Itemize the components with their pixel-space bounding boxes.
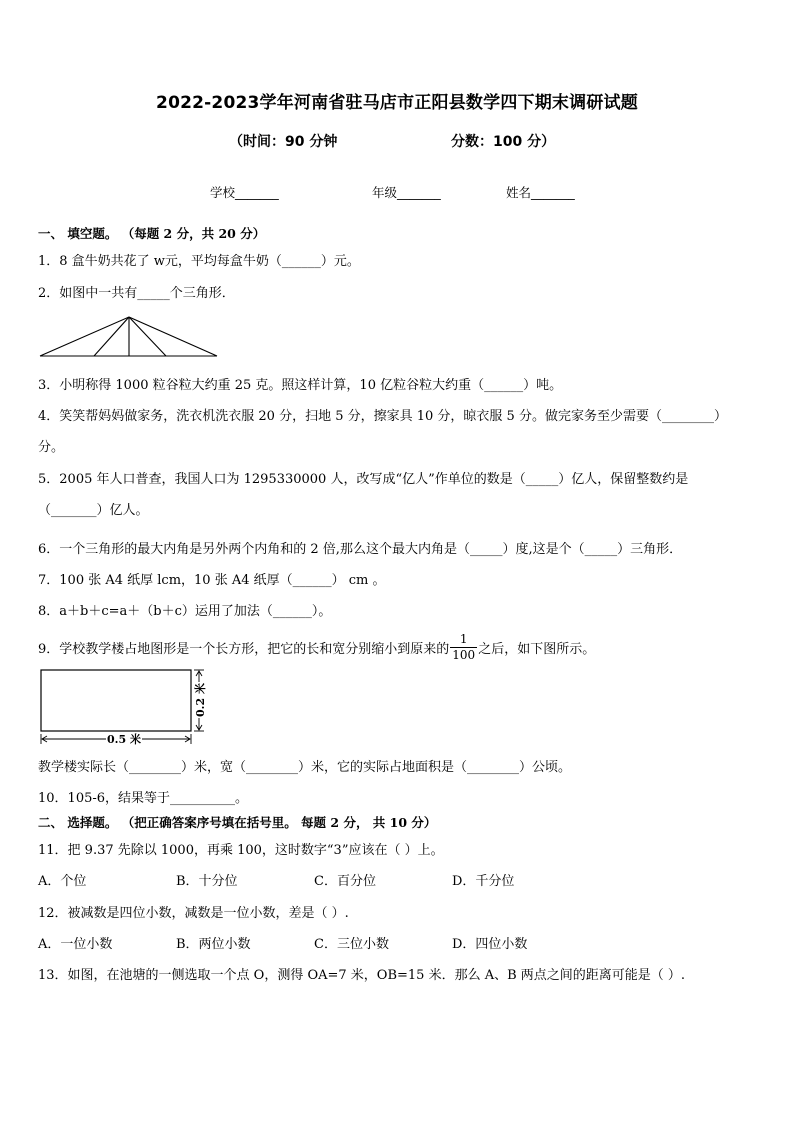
- section-2-header: 二、 选择题。 （把正确答案序号填在括号里。 每题 2 分， 共 10 分）: [38, 815, 437, 830]
- question-6: 6．一个三角形的最大内角是另外两个内角和的 2 倍,那么这个最大内角是（_____）度,这是个（_____）三角形．: [38, 542, 683, 557]
- question-9-answer: 教学楼实际长（________）米，宽（________）米，它的实际占地面积是（________）公顷。: [38, 760, 572, 775]
- exam-time: （时间：90 分钟: [229, 134, 338, 150]
- exam-title: 2022-2023学年河南省驻马店市正阳县数学四下期末调研试题: [156, 93, 638, 113]
- question-12: 12．被减数是四位小数，减数是一位小数，差是（ ）.: [38, 906, 349, 921]
- question-8: 8．a＋b＋c=a＋（b＋c）运用了加法（______）。: [38, 604, 332, 619]
- width-label: 0.5 米: [107, 733, 141, 746]
- question-5: 5．2005 年人口普查，我国人口为 1295330000 人，改写成“亿人”作单位的数是（_____）亿人，保留整数约是: [38, 472, 689, 487]
- question-13: 13．如图，在池塘的一侧选取一个点 O，测得 OA=7 米，OB=15 米．那么 A、B 两点之间的距离可能是（ ）.: [38, 968, 686, 983]
- grade-field: 年级_______: [372, 185, 441, 200]
- question-9-text-end: 之后，如下图所示。: [478, 641, 596, 657]
- triangle-figure: [38, 314, 220, 360]
- exam-score: 分数：100 分）: [451, 134, 556, 150]
- q12-option-c: C．三位小数: [314, 937, 389, 952]
- fraction-numerator: 1: [450, 632, 477, 648]
- q12-option-b: B．两位小数: [176, 937, 251, 952]
- school-field: 学校_______: [210, 185, 279, 200]
- q11-option-b: B．十分位: [176, 874, 238, 889]
- question-7: 7．100 张 A4 纸厚 lcm，10 张 A4 纸厚（______） cm 。: [38, 573, 386, 588]
- question-10: 10．105-6，结果等于__________。: [38, 791, 249, 806]
- question-11: 11．把 9.37 先除以 1000，再乘 100，这时数字“3”应该在（ ）上。: [38, 843, 444, 858]
- question-9-text: 9．学校教学楼占地图形是一个长方形，把它的长和宽分别缩小到原来的: [38, 641, 450, 657]
- q12-option-d: D．四位小数: [452, 937, 528, 952]
- fraction: [450, 632, 477, 663]
- question-4: 4．笑笑帮妈妈做家务，洗衣机洗衣服 20 分，扫地 5 分，擦家具 10 分，晾衣服 5 分。做完家务至少需要（________）: [38, 409, 727, 424]
- question-1: 1．8 盒牛奶共花了 w元，平均每盒牛奶（______）元。: [38, 254, 360, 269]
- fraction-denominator: 100: [452, 647, 476, 662]
- q11-option-d: D．千分位: [452, 874, 515, 889]
- section-1-header: 一、 填空题。 （每题 2 分，共 20 分）: [38, 226, 266, 241]
- question-2: 2．如图中一共有_____个三角形．: [38, 286, 235, 301]
- question-3: 3．小明称得 1000 粒谷粒大约重 25 克。照这样计算，10 亿粒谷粒大约重（______）吨。: [38, 378, 563, 393]
- name-field: 姓名_______: [506, 185, 575, 200]
- q11-option-c: C．百分位: [314, 874, 376, 889]
- q12-option-a: A．一位小数: [38, 937, 113, 952]
- rectangle-figure: [38, 668, 216, 748]
- height-label: 0.2 米: [194, 683, 207, 717]
- question-5-cont: （_______）亿人。: [38, 503, 149, 518]
- building-rectangle: [41, 670, 191, 731]
- question-9: [38, 627, 595, 667]
- q11-option-a: A．个位: [38, 874, 87, 889]
- question-4-cont: 分。: [38, 440, 65, 455]
